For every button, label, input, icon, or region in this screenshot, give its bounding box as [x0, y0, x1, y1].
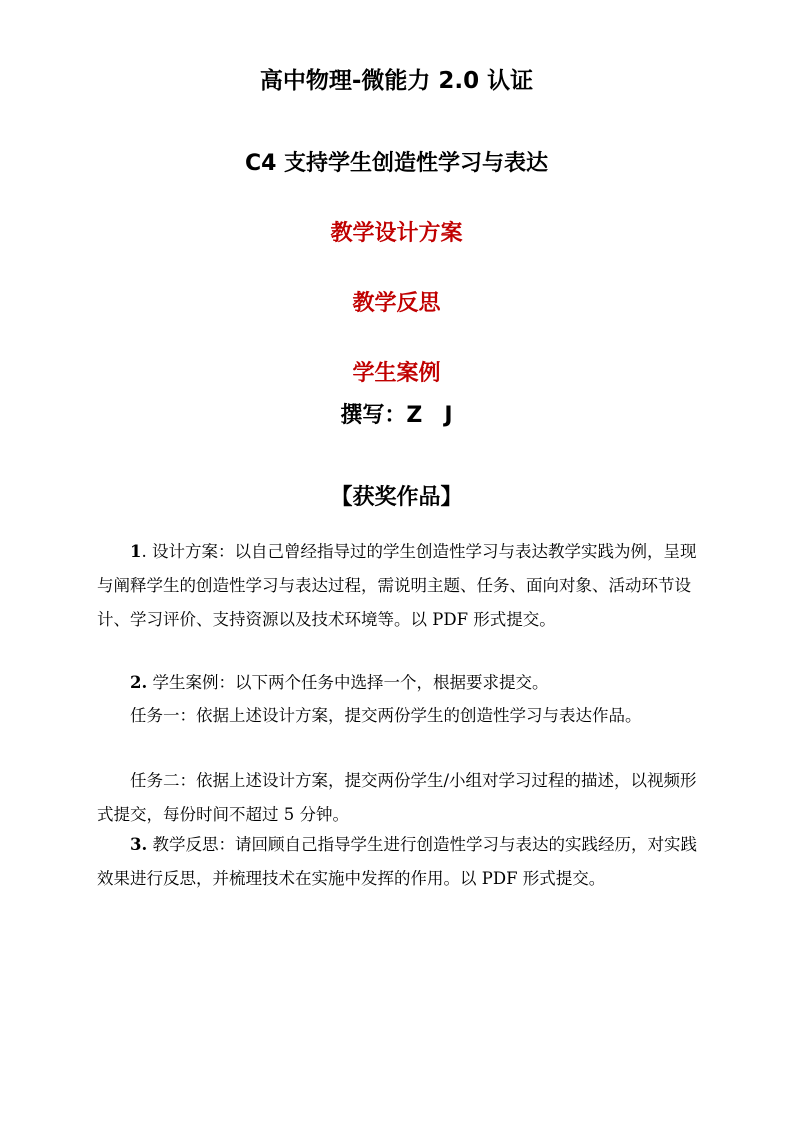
section-design-plan: 教学设计方案 [330, 221, 463, 246]
item-2-text: 学生案例：以下两个任务中选择一个，根据要求提交。 [147, 673, 549, 692]
section-student-case: 学生案例 [352, 361, 441, 386]
item-1-number: 1 [130, 542, 142, 561]
item-2-number: 2. [130, 673, 148, 692]
item-3-number: 3. [130, 835, 148, 854]
item-1-text: . 设计方案：以自己曾经指导过的学生创造性学习与表达教学实践为例，呈现与阐释学生的创造性学习与表达过程，需说明主题、任务、面向对象、活动环节设计、学习评价、支持资源以及技术环境等。以 PDF 形式提交。 [97, 542, 697, 629]
document-subtitle: C4 支持学生创造性学习与表达 [244, 151, 549, 176]
requirement-item-1 [97, 535, 697, 637]
award-header: 【获奖作品】 [330, 485, 463, 510]
document-title: 高中物理-微能力 2.0 认证 [259, 68, 534, 94]
task-1-text: 任务一：依据上述设计方案，提交两份学生的创造性学习与表达作品。 [130, 706, 642, 725]
author-line: 撰写：Z J [340, 403, 453, 428]
item-3-text: 教学反思：请回顾自己指导学生进行创造性学习与表达的实践经历，对实践效果进行反思，并梳理技术在实施中发挥的作用。以 PDF 形式提交。 [97, 835, 697, 888]
task-2-text: 任务二：依据上述设计方案，提交两份学生/小组对学习过程的描述，以视频形式提交，每份时间不超过 5 分钟。 [97, 771, 697, 824]
requirement-item-3 [97, 828, 697, 896]
requirement-item-2 [97, 666, 697, 700]
section-reflection: 教学反思 [352, 291, 441, 316]
